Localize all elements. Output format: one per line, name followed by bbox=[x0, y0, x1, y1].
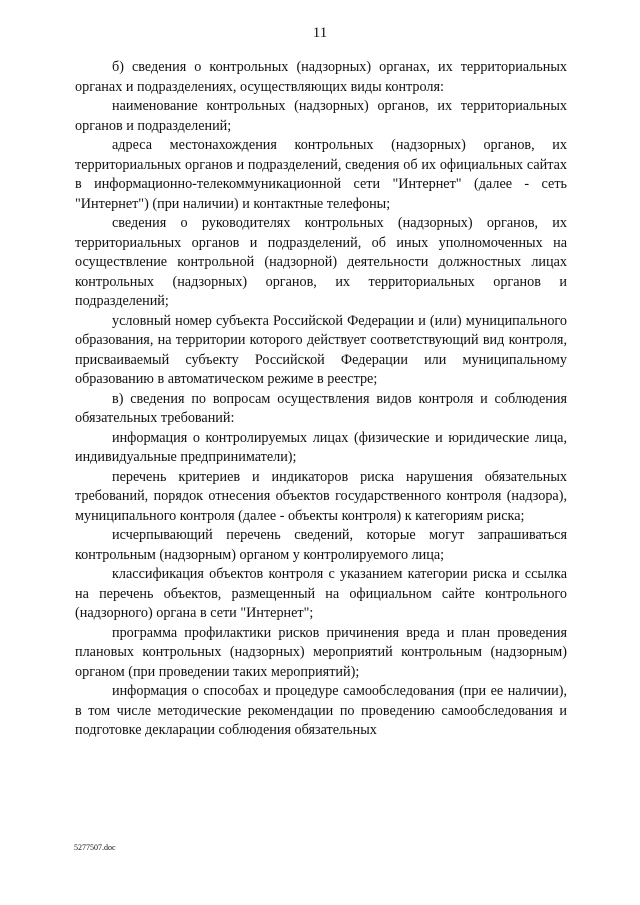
document-body bbox=[75, 58, 567, 741]
paragraph-self-inspection: информация о способах и процедуре самообследования (при ее наличии), в том числе методические рекомендации по проведению самообследования и подготовке декларации соблюдения обязательных bbox=[75, 683, 567, 738]
paragraph-prevention-program: программа профилактики рисков причинения вреда и план проведения плановых контрольных (надзорных) мероприятий контрольным (надзорным) органом (при проведении таких мероприятий); bbox=[75, 624, 567, 680]
paragraph-object-classification: классификация объектов контроля с указанием категории риска и ссылка на перечень объектов, размещенный на официальном сайте контрольного (надзорного) органа в сети "Интернет"; bbox=[75, 566, 567, 621]
paragraph-section-b: б) сведения о контрольных (надзорных) органах, их территориальных органах и подразделениях, осуществляющих виды контроля: bbox=[75, 59, 567, 95]
paragraph-authority-names: наименование контрольных (надзорных) органов, их территориальных органов и подразделений; bbox=[75, 98, 567, 134]
paragraph-controlled-persons: информация о контролируемых лицах (физические и юридические лица, индивидуальные предприниматели); bbox=[75, 429, 567, 465]
paragraph-conditional-number: условный номер субъекта Российской Федерации и (или) муниципального образования, на территории которого действует соответствующий вид контроля, присваиваемый субъекту Российской Федерации или муниципальному образованию в автоматическом режиме в реестре; bbox=[75, 312, 567, 387]
document-code: 5277507.doc bbox=[74, 843, 116, 852]
paragraph-section-v: в) сведения по вопросам осуществления видов контроля и соблюдения обязательных требований: bbox=[75, 390, 567, 426]
paragraph-addresses: адреса местонахождения контрольных (надзорных) органов, их территориальных органов и подразделений, сведения об их официальных сайтах в информационно-телекоммуникационной сети "Интернет" (далее - сеть "Интернет") (при наличии) и контактные телефоны; bbox=[75, 137, 567, 212]
paragraph-heads-info: сведения о руководителях контрольных (надзорных) органов, их территориальных органов и подразделений, об иных уполномоченных на осуществление контрольной (надзорной) деятельности должностных лицах контрольных (надзорных) органов, их территориальных органов и подразделений; bbox=[75, 215, 567, 309]
page-number: 11 bbox=[312, 25, 328, 41]
paragraph-risk-criteria: перечень критериев и индикаторов риска нарушения обязательных требований, порядок отнесения объектов государственного контроля (надзора), муниципального контроля (далее - объекты контроля) к категориям риска; bbox=[75, 468, 567, 524]
paragraph-requested-info: исчерпывающий перечень сведений, которые могут запрашиваться контрольным (надзорным) органом у контролируемого лица; bbox=[75, 527, 567, 563]
